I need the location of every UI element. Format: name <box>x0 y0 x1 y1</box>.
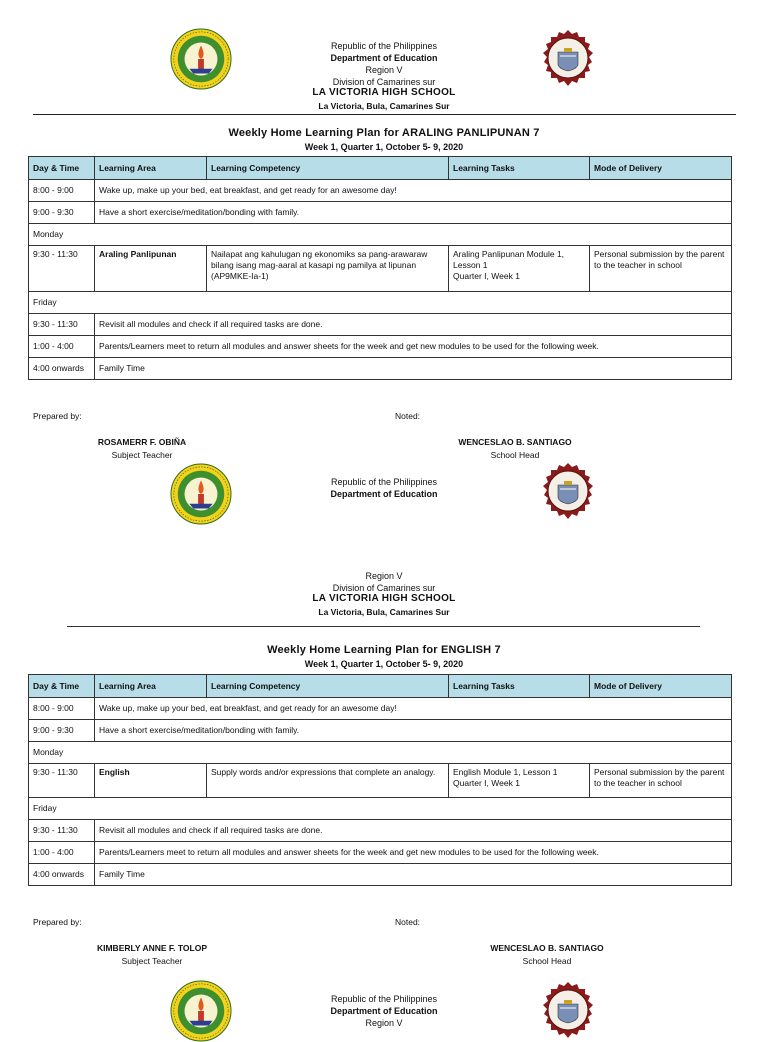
table-row <box>29 336 732 358</box>
table-row <box>29 764 732 798</box>
column-header: Learning Competency <box>207 675 449 698</box>
deped-division-seal-icon <box>170 28 232 90</box>
time-cell: 9:00 - 9:30 <box>29 202 95 224</box>
deped-text: Department of Education <box>330 1006 438 1016</box>
school-address: La Victoria, Bula, Camarines Sur <box>318 101 450 111</box>
division-text: Division of Camarines sur <box>332 583 436 593</box>
header-divider <box>33 114 736 115</box>
republic-text: Republic of the Philippines <box>330 994 438 1004</box>
time-cell: 8:00 - 9:00 <box>29 698 95 720</box>
header-divider <box>67 626 700 627</box>
table-row <box>29 358 732 380</box>
column-header: Learning Area <box>95 675 207 698</box>
tasks-line: Quarter I, Week 1 <box>453 271 520 281</box>
column-header: Mode of Delivery <box>590 157 732 180</box>
competency-cell: Supply words and/or expressions that complete an analogy. <box>207 764 449 798</box>
column-header: Learning Tasks <box>449 675 590 698</box>
day-cell-friday: Friday <box>29 292 732 314</box>
school-seal-icon <box>536 978 600 1042</box>
day-cell-monday: Monday <box>29 742 732 764</box>
time-cell: 9:30 - 11:30 <box>29 314 95 336</box>
time-cell: 1:00 - 4:00 <box>29 842 95 864</box>
delivery-cell: Personal submission by the parent to the teacher in school <box>590 764 732 798</box>
tasks-cell <box>449 764 590 798</box>
activity-cell: Wake up, make up your bed, eat breakfast, and get ready for an awesome day! <box>95 698 732 720</box>
plan-subtitle: Week 1, Quarter 1, October 5- 9, 2020 <box>304 659 464 669</box>
activity-cell: Revisit all modules and check if all required tasks are done. <box>95 820 732 842</box>
time-cell: 4:00 onwards <box>29 864 95 886</box>
school-head-role: School Head <box>522 956 572 966</box>
column-header: Mode of Delivery <box>590 675 732 698</box>
learning-plan-table <box>28 674 732 886</box>
table-row <box>29 720 732 742</box>
table-row <box>29 820 732 842</box>
teacher-role: Subject Teacher <box>111 450 173 460</box>
learning-area-cell: English <box>95 764 207 798</box>
day-cell-friday: Friday <box>29 798 732 820</box>
activity-cell: Family Time <box>95 864 732 886</box>
school-head-name: WENCESLAO B. SANTIAGO <box>458 437 572 447</box>
table-row <box>29 864 732 886</box>
plan-subtitle: Week 1, Quarter 1, October 5- 9, 2020 <box>304 142 464 152</box>
teacher-name: KIMBERLY ANNE F. TOLOP <box>96 943 208 953</box>
activity-cell: Parents/Learners meet to return all modules and answer sheets for the week and get new modules to be used for the following week. <box>95 842 732 864</box>
table-row <box>29 698 732 720</box>
plan-title: Weekly Home Learning Plan for ARALING PANLIPUNAN 7 <box>228 127 540 139</box>
deped-division-seal-icon <box>170 980 232 1042</box>
plan-title: Weekly Home Learning Plan for ENGLISH 7 <box>267 644 501 656</box>
competency-cell: Nailapat ang kahulugan ng ekonomiks sa pang-arawaraw bilang isang mag-aaral at kasapi ng pamilya at lipunan (AP9MKE-Ia-1) <box>207 246 449 292</box>
tasks-cell <box>449 246 590 292</box>
table-row <box>29 202 732 224</box>
time-cell: 4:00 onwards <box>29 358 95 380</box>
time-cell: 9:30 - 11:30 <box>29 246 95 292</box>
tasks-line: Araling Panlipunan Module 1, Lesson 1 <box>453 249 565 270</box>
table-row <box>29 180 732 202</box>
column-header: Learning Area <box>95 157 207 180</box>
column-header: Learning Competency <box>207 157 449 180</box>
school-head-role: School Head <box>490 450 540 460</box>
time-cell: 9:00 - 9:30 <box>29 720 95 742</box>
table-header-row <box>29 157 732 180</box>
column-header: Day & Time <box>29 157 95 180</box>
activity-cell: Family Time <box>95 358 732 380</box>
activity-cell: Wake up, make up your bed, eat breakfast, and get ready for an awesome day! <box>95 180 732 202</box>
school-head-name: WENCESLAO B. SANTIAGO <box>490 943 604 953</box>
day-cell-monday: Monday <box>29 224 732 246</box>
tasks-line: English Module 1, Lesson 1 <box>453 767 558 777</box>
time-cell: 9:30 - 11:30 <box>29 820 95 842</box>
time-cell: 8:00 - 9:00 <box>29 180 95 202</box>
tasks-line: Quarter I, Week 1 <box>453 778 520 788</box>
region-text: Region V <box>365 571 403 581</box>
deped-division-seal-icon <box>170 463 232 525</box>
time-cell: 1:00 - 4:00 <box>29 336 95 358</box>
table-row <box>29 314 732 336</box>
prepared-by-label: Prepared by: <box>33 917 82 927</box>
table-row <box>29 246 732 292</box>
column-header: Day & Time <box>29 675 95 698</box>
deped-text: Department of Education <box>330 489 438 499</box>
activity-cell: Revisit all modules and check if all required tasks are done. <box>95 314 732 336</box>
teacher-name: ROSAMERR F. OBIÑA <box>97 437 187 447</box>
table-row <box>29 742 732 764</box>
region-text: Region V <box>365 1018 403 1028</box>
deped-text: Department of Education <box>330 53 438 63</box>
prepared-by-label: Prepared by: <box>33 411 82 421</box>
republic-text: Republic of the Philippines <box>330 41 438 51</box>
noted-label: Noted: <box>395 917 421 927</box>
table-row <box>29 842 732 864</box>
school-seal-icon <box>536 26 600 90</box>
republic-text: Republic of the Philippines <box>330 477 438 487</box>
activity-cell: Have a short exercise/meditation/bonding with family. <box>95 202 732 224</box>
teacher-role: Subject Teacher <box>121 956 183 966</box>
division-text: Division of Camarines sur <box>332 77 436 87</box>
table-header-row <box>29 675 732 698</box>
column-header: Learning Tasks <box>449 157 590 180</box>
table-row <box>29 798 732 820</box>
activity-cell: Have a short exercise/meditation/bonding with family. <box>95 720 732 742</box>
noted-label: Noted: <box>395 411 421 421</box>
table-row <box>29 224 732 246</box>
delivery-cell: Personal submission by the parent to the teacher in school <box>590 246 732 292</box>
school-name: LA VICTORIA HIGH SCHOOL <box>312 593 456 604</box>
activity-cell: Parents/Learners meet to return all modules and answer sheets for the week and get new modules to be used for the following week. <box>95 336 732 358</box>
table-row <box>29 292 732 314</box>
region-text: Region V <box>365 65 403 75</box>
school-seal-icon <box>536 459 600 523</box>
learning-area-cell: Araling Panlipunan <box>95 246 207 292</box>
time-cell: 9:30 - 11:30 <box>29 764 95 798</box>
learning-plan-table <box>28 156 732 380</box>
school-address: La Victoria, Bula, Camarines Sur <box>318 607 450 617</box>
school-name: LA VICTORIA HIGH SCHOOL <box>312 87 456 98</box>
